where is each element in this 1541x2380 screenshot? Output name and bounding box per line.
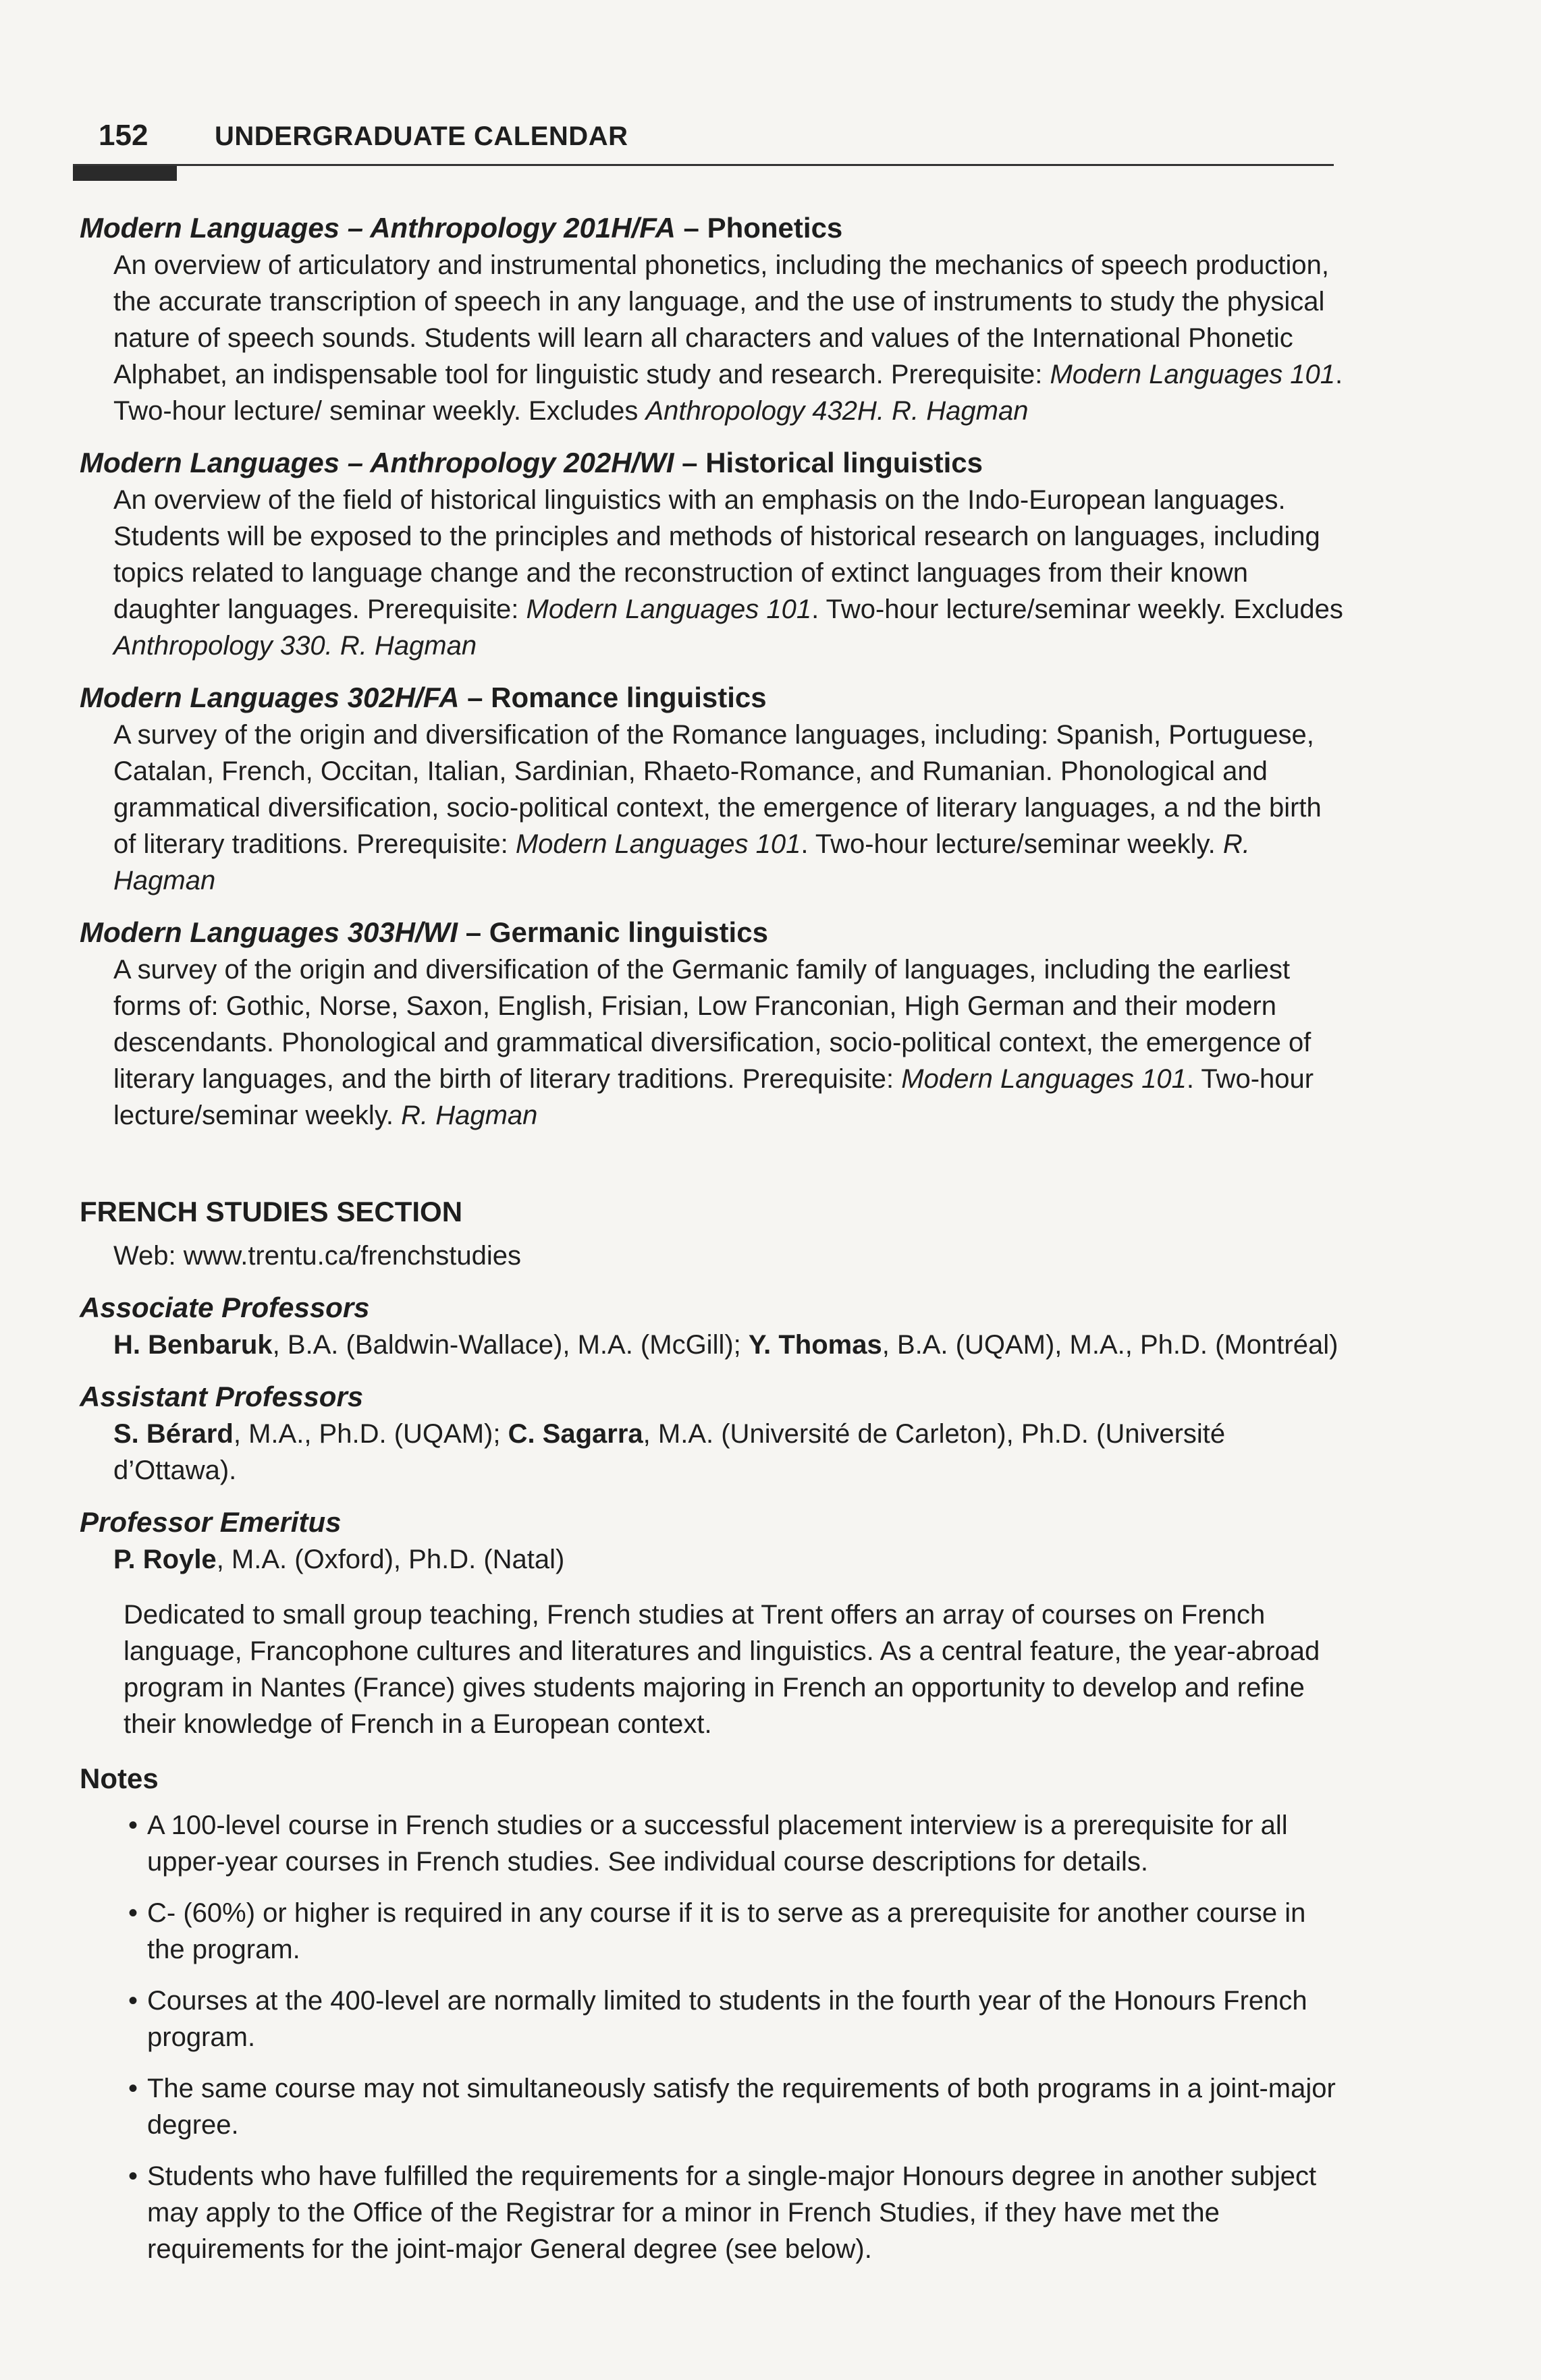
bullet-icon: • [128,1810,138,1840]
course-code: Modern Languages 303H/WI [80,916,458,948]
faculty-credentials: , B.A. (UQAM), M.A., Ph.D. (Montréal) [882,1330,1339,1360]
course-title-dash: – [458,916,489,948]
page-number: 152 [99,119,148,152]
professor-emeritus-list [113,1541,1349,1578]
note-text: C- (60%) or higher is required in any course if it is to serve as a prerequisite for another course in the program. [147,1898,1306,1964]
course-text-2: . Two-hour lecture/ seminar weekly. Excludes [113,360,1343,426]
course-title-dash: – [675,212,707,244]
section-title: FRENCH STUDIES SECTION [80,1196,463,1227]
list-item [80,1807,1349,1880]
course-excludes: Anthropology 432H [645,396,877,426]
course-code: Modern Languages – Anthropology 202H/WI [80,447,674,478]
faculty-name: C. Sagarra [508,1419,643,1449]
faculty-name: Y. Thomas [748,1330,882,1360]
course-name: Germanic linguistics [489,916,768,948]
course-description [113,482,1349,664]
course-title [80,209,1349,247]
course-prerequisite: Modern Languages 101 [901,1064,1187,1094]
course-text-2: . Two-hour lecture/seminar weekly. Excludes [811,594,1343,624]
course-instructor: R. Hagman [113,829,1250,895]
course-instructor: R. Hagman [340,631,477,661]
course-entry [80,209,1349,429]
header-rule-block [73,166,177,181]
section-web-link[interactable]: Web: www.trentu.ca/frenchstudies [113,1241,521,1271]
note-text: The same course may not simultaneously satisfy the requirements of both programs in a joint-major degree. [147,2074,1336,2140]
page-content [80,209,1349,2282]
list-item [80,1983,1349,2055]
course-entry [80,444,1349,664]
course-name: Romance linguistics [491,682,767,713]
course-title-dash: – [459,682,491,713]
note-text: Students who have fulfilled the requirements for a single-major Honours degree in another subject may apply to the Office of the Registrar for a minor in French Studies, if they have met the requirements for the joint-major General degree (see below). [147,2161,1317,2264]
faculty-credentials: , M.A. (Oxford), Ph.D. (Natal) [216,1545,565,1574]
course-title [80,914,1349,951]
course-prerequisite: Modern Languages 101 [515,829,801,859]
course-instructor: R. Hagman [401,1101,538,1130]
associate-professors-heading: Associate Professors [80,1292,370,1323]
course-prerequisite: Modern Languages 101 [1050,360,1336,389]
course-code: Modern Languages 302H/FA [80,682,460,713]
course-text: An overview of articulatory and instrumental phonetics, including the mechanics of speech production, the accurate transcription of speech in any language, and the use of instruments to study the physical nature of speech sounds. Students will learn all characters and values of the International Phonetic Alphabet, an indispensable tool for linguistic study and research. Prerequisite: [113,250,1329,389]
course-text-3: . [876,396,892,426]
faculty-name: P. Royle [113,1545,217,1574]
list-item [80,2070,1349,2143]
course-text: An overview of the field of historical linguistics with an emphasis on the Indo-European languages. Students will be exposed to the principles and methods of historical research on languages, including topics related to language change and the reconstruction of extinct languages from their known daughter languages. Prerequisite: [113,485,1320,624]
faculty-credentials: , M.A., Ph.D. (UQAM); [233,1419,508,1449]
course-description [113,247,1349,429]
faculty-credentials: , B.A. (Baldwin-Wallace), M.A. (McGill); [272,1330,749,1360]
course-entry [80,679,1349,899]
bullet-icon: • [128,1898,138,1928]
assistant-professors-heading: Assistant Professors [80,1381,364,1412]
header-rule [73,164,1334,166]
assistant-professors-list [113,1416,1349,1489]
list-item [80,2158,1349,2267]
list-item [80,1895,1349,1968]
course-text: A survey of the origin and diversification of the Romance languages, including: Spanish, Portuguese, Catalan, French, Occitan, Italian, Sardinian, Rhaeto-Romance, and Rumanian. Phonological and grammatical diversification, socio-political context, the emergence of literary languages, a nd the birth of literary traditions. Prerequisite: [113,720,1322,859]
associate-professors-list [113,1327,1349,1363]
page-header-title: UNDERGRADUATE CALENDAR [215,121,628,151]
course-instructor: R. Hagman [892,396,1029,426]
professor-emeritus-heading: Professor Emeritus [80,1506,342,1538]
course-prerequisite: Modern Languages 101 [526,594,812,624]
note-text: A 100-level course in French studies or a successful placement interview is a prerequisite for all upper-year courses in French studies. See individual course descriptions for details. [147,1810,1288,1877]
course-name: Historical linguistics [705,447,983,478]
course-excludes: Anthropology 330 [113,631,325,661]
bullet-icon: • [128,1986,138,2016]
course-text-3: . [325,631,340,661]
course-title [80,679,1349,717]
course-text-2: . Two-hour lecture/seminar weekly. [801,829,1223,859]
course-title [80,444,1349,482]
bullet-icon: • [128,2074,138,2103]
bullet-icon: • [128,2161,138,2191]
course-title-dash: – [674,447,706,478]
page-header [99,115,1334,162]
course-description [113,951,1349,1134]
course-text-2: . Two-hour lecture/seminar weekly. [113,1064,1314,1130]
note-text: Courses at the 400-level are normally limited to students in the fourth year of the Honours French program. [147,1986,1307,2052]
course-entry [80,914,1349,1134]
notes-list [80,1807,1349,2267]
notes-heading: Notes [80,1763,159,1794]
course-text: A survey of the origin and diversification of the Germanic family of languages, including the earliest forms of: Gothic, Norse, Saxon, English, Frisian, Low Franconian, High German and their modern descendants. Phonological and grammatical diversification, socio-political context, the emergence of literary languages, and the birth of literary traditions. Prerequisite: [113,955,1312,1094]
faculty-name: H. Benbaruk [113,1330,273,1360]
section-description: Dedicated to small group teaching, French studies at Trent offers an array of courses on French language, Francophone cultures and literatures and linguistics. As a central feature, the year-abroad program in Nantes (France) gives students majoring in French an opportunity to develop and refine their knowledge of French in a European context. [124,1600,1320,1739]
faculty-credentials: , M.A. (Université de Carleton), Ph.D. (Université d’Ottawa). [113,1419,1226,1485]
course-code: Modern Languages – Anthropology 201H/FA [80,212,676,244]
course-name: Phonetics [707,212,843,244]
course-description [113,717,1349,899]
faculty-name: S. Bérard [113,1419,234,1449]
